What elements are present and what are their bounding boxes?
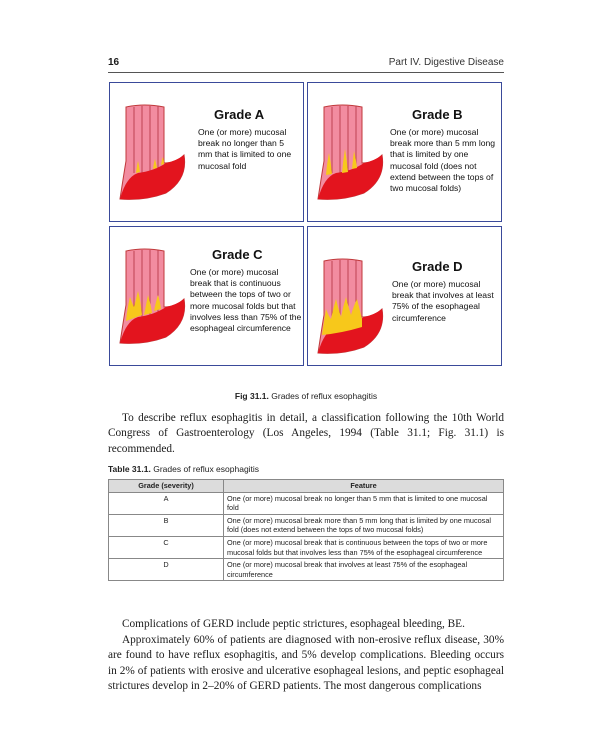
grade-a-title: Grade A (214, 107, 265, 122)
table-cell-grade: B (109, 514, 224, 536)
table-cell-feature: One (or more) mucosal break no longer than 5 mm that is limited to one mucosal fold (224, 492, 504, 514)
table-header-feature: Feature (224, 480, 504, 493)
grade-d-description: One (or more) mucosal break that involves at least 75% of the esophageal circumference (392, 279, 494, 323)
figure-caption-label: Fig 31.1. (234, 391, 269, 401)
body-paragraph: Complications of GERD include peptic strictures, esophageal bleeding, BE. (122, 618, 465, 630)
part-title: Part IV. Digestive Disease (388, 57, 504, 68)
grade-b-title: Grade B (412, 107, 463, 122)
header-rule (108, 72, 504, 73)
grade-b-illustration (312, 101, 398, 201)
grade-d-title: Grade D (412, 259, 463, 274)
intro-paragraph: To describe reflux esophagitis in detail, a classification following the 10th World Congress of Gastroenterology (Los Angeles, 1994 (Table 31.1; Fig. 31.1) is recommended. (108, 412, 504, 455)
table-caption-label: Table 31.1. (108, 464, 151, 474)
grade-a-description: One (or more) mucosal break no longer than 5 mm that is limited to one mucosal fold (198, 127, 292, 171)
table-row (109, 492, 504, 514)
grade-d-panel (307, 226, 502, 366)
page-number: 16 (108, 57, 120, 68)
grade-c-illustration (114, 245, 200, 345)
figure-caption (108, 391, 504, 401)
table-header-row (109, 480, 504, 493)
running-header (108, 57, 504, 71)
table-row (109, 559, 504, 581)
grade-b-description: One (or more) mucosal break more than 5 mm long that is limited by one mucosal fold (does not extend between the tops of two mucosal folds) (390, 127, 496, 194)
grade-b-panel (307, 82, 502, 222)
table-row (109, 514, 504, 536)
figure-caption-text: Grades of reflux esophagitis (271, 391, 378, 401)
table-cell-grade: A (109, 492, 224, 514)
table-caption-text: Grades of reflux esophagitis (153, 464, 260, 474)
grade-c-panel (109, 226, 304, 366)
table-cell-feature: One (or more) mucosal break that is continuous between the tops of two or more mucosal folds but that involves less than 75% of the esophageal circumference (224, 536, 504, 558)
table-cell-grade: D (109, 559, 224, 581)
table-cell-feature: One (or more) mucosal break more than 5 mm long that is limited by one mucosal fold (does not extend between the tops of two mucosal folds) (224, 514, 504, 536)
table-caption (108, 464, 259, 474)
table-cell-grade: C (109, 536, 224, 558)
body-paragraph: Approximately 60% of patients are diagnosed with non-erosive reflux disease, 30% are found to have reflux esophagitis, and 5% develop complications. Bleeding occurs in 2% of patients with erosive and ulcerative esophageal lesions, and peptic esophageal strictures develop in 2–20% of GERD patients. The most dangerous complications (108, 634, 504, 692)
table-header-grade: Grade (severity) (109, 480, 224, 493)
table-cell-feature: One (or more) mucosal break that involves at least 75% of the esophageal circumference (224, 559, 504, 581)
grade-a-panel (109, 82, 304, 222)
table-row (109, 536, 504, 558)
grade-c-title: Grade C (212, 247, 263, 262)
grade-a-illustration (114, 101, 200, 201)
grade-c-description: One (or more) mucosal break that is continuous between the tops of two or more mucosal folds but that involves less than 75% of the esophageal circumference (190, 267, 302, 334)
grade-d-illustration (312, 255, 398, 355)
grades-table (108, 479, 504, 581)
